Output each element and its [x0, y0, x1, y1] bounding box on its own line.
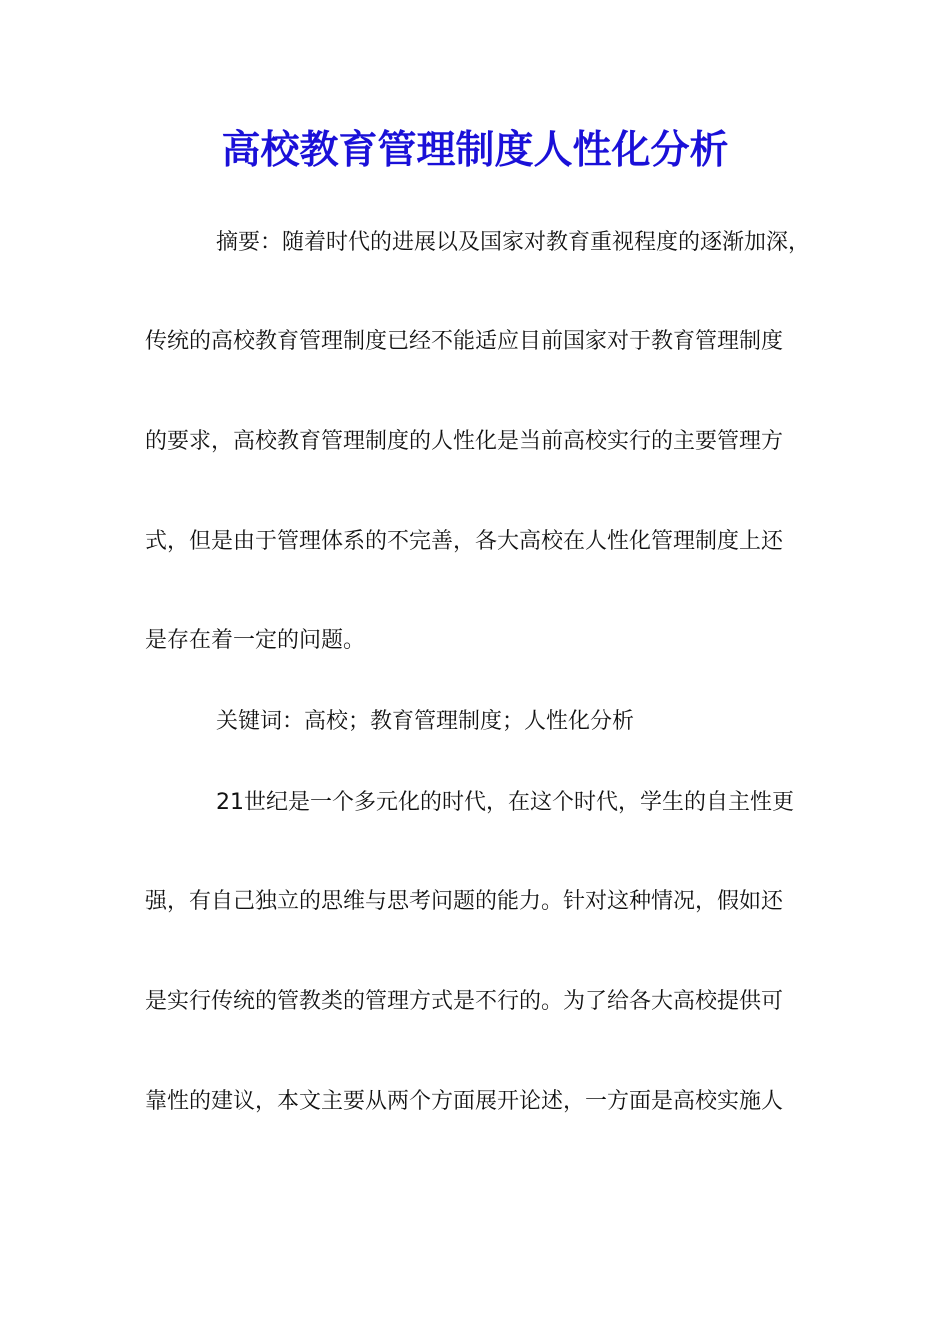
body-line-3: 是实行传统的管教类的管理方式是不行的。为了给各大高校提供可 — [145, 989, 784, 1014]
body-line-4: 靠性的建议，本文主要从两个方面展开论述，一方面是高校实施人 — [145, 1089, 784, 1114]
abstract-line-1: 摘要：随着时代的进展以及国家对教育重视程度的逐渐加深， — [216, 230, 811, 255]
abstract-line-5: 是存在着一定的问题。 — [145, 628, 366, 653]
body-line-1: 21世纪是一个多元化的时代，在这个时代，学生的自主性更 — [216, 790, 794, 815]
document-title: 高校教育管理制度人性化分析 — [221, 127, 729, 173]
abstract-line-4: 式，但是由于管理体系的不完善，各大高校在人性化管理制度上还 — [145, 529, 784, 554]
body-line-2: 强，有自己独立的思维与思考问题的能力。针对这种情况，假如还 — [145, 889, 784, 914]
abstract-line-2: 传统的高校教育管理制度已经不能适应目前国家对于教育管理制度 — [145, 329, 784, 354]
keywords-line: 关键词：高校；教育管理制度；人性化分析 — [216, 709, 635, 734]
abstract-line-3: 的要求，高校教育管理制度的人性化是当前高校实行的主要管理方 — [145, 429, 784, 454]
